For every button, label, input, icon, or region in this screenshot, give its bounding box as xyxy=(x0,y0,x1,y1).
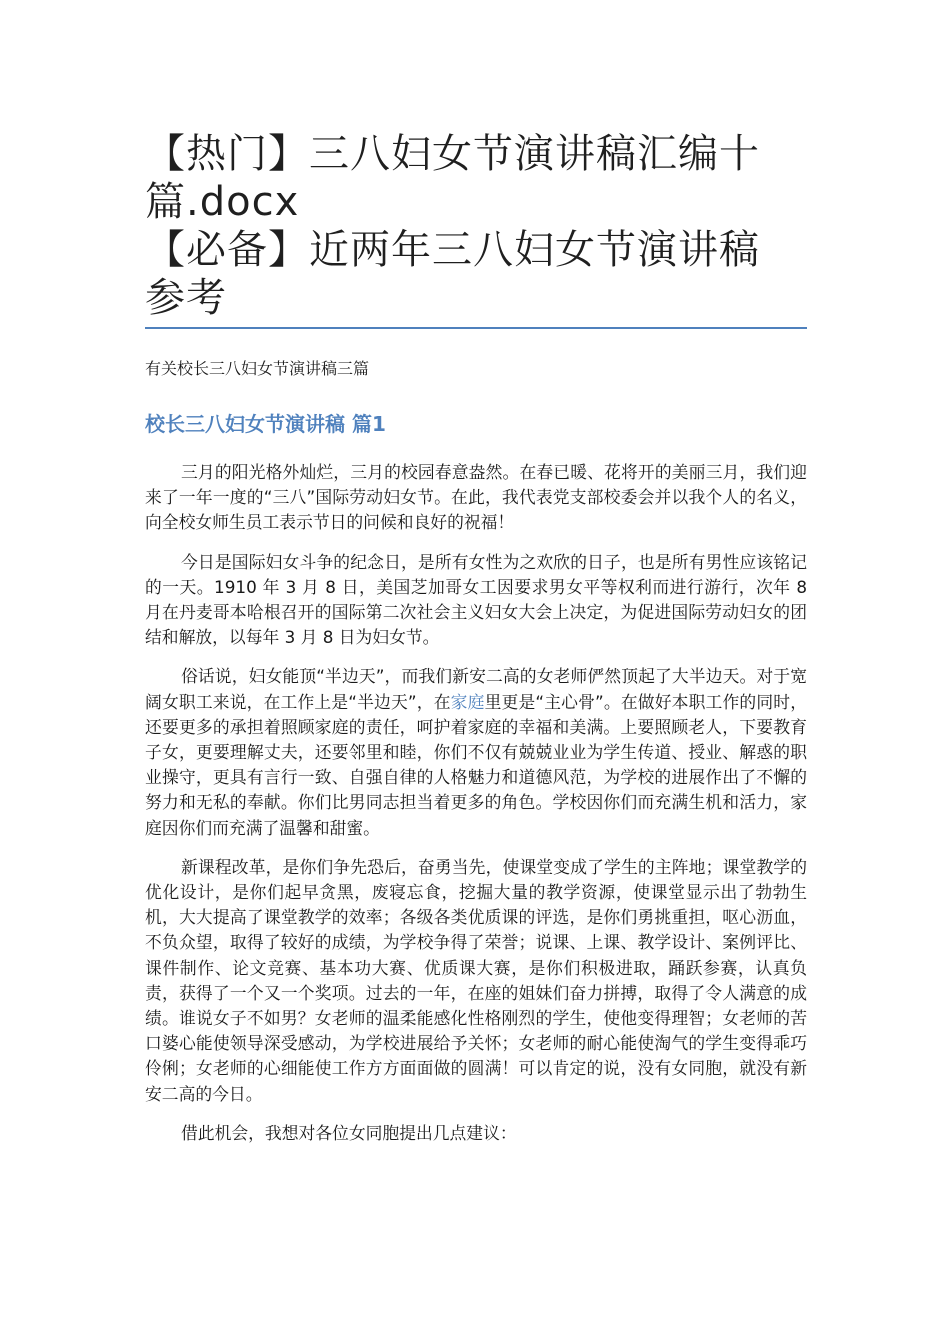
paragraph-3 xyxy=(145,664,807,840)
title-line-1: 【热门】三八妇女节演讲稿汇编十 xyxy=(145,131,760,177)
title-line-3: 【必备】近两年三八妇女节演讲稿 xyxy=(145,227,760,273)
paragraph-3-text-after: 里更是“主心骨”。在做好本职工作的同时，还要更多的承担着照顾家庭的责任，呵护着家庭的幸福和美满。上要照顾老人，下要教育子女，更要理解丈夫，还要邻里和睦，你们不仅有兢兢业业为学生传道、授业、解惑的职业操守，更具有言行一致、自强自律的人格魅力和道德风范，为学校的进展作出了不懈的努力和无私的奉献。你们比男同志担当着更多的角色。学校因你们而充满生机和活力，家庭因你们而充满了温馨和甜蜜。 xyxy=(145,691,808,838)
paragraph-3-text-before: 俗话说，妇女能顶“半边天”，而我们新安二高的女老师俨然顶起了大半边天。对于宽阔女职工来说，在工作上是“半边天”，在 xyxy=(145,666,807,712)
paragraph-1: 三月的阳光格外灿烂，三月的校园春意盎然。在春已暖、花将开的美丽三月，我们迎来了一年一度的“三八”国际劳动妇女节。在此，我代表党支部校委会并以我个人的名义，向全校女师生员工表示节日的问候和良好的祝福！ xyxy=(145,462,807,533)
document-body xyxy=(145,460,807,1160)
title-line-4: 参考 xyxy=(145,275,227,321)
title-divider xyxy=(145,327,807,329)
paragraph-2: 今日是国际妇女斗争的纪念日，是所有女性为之欢欣的日子，也是所有男性应该铭记的一天。1910 年 3 月 8 日，美国芝加哥女工因要求男女平等权利而进行游行，次年 8 月在丹麦哥本哈根召开的国际第二次社会主义妇女大会上决定，为促进国际劳动妇女的团结和解放，以每年 3 月 8 日为妇女节。 xyxy=(145,551,807,648)
title-line-2: 篇.docx xyxy=(145,179,300,225)
section-heading: 校长三八妇女节演讲稿 篇1 xyxy=(145,412,386,436)
paragraph-4: 新课程改革，是你们争先恐后，奋勇当先，使课堂变成了学生的主阵地；课堂教学的优化设计，是你们起早贪黑，废寝忘食，挖掘大量的教学资源，使课堂显示出了勃勃生机，大大提高了课堂教学的效率；各级各类优质课的评选，是你们勇挑重担，呕心沥血，不负众望，取得了较好的成绩，为学校争得了荣誉；说课、上课、教学设计、案例评比、课件制作、论文竞赛、基本功大赛、优质课大赛，是你们积极进取，踊跃参赛，认真负责，获得了一个又一个奖项。过去的一年，在座的姐妹们奋力拼搏，取得了令人满意的成绩。谁说女子不如男？女老师的温柔能感化性格刚烈的学生，使他变得理智；女老师的苦口婆心能使领导深受感动，为学校进展给予关怀；女老师的耐心能使淘气的学生变得乖巧伶俐；女老师的心细能使工作方方面面做的圆满！可以肯定的说，没有女同胞，就没有新安二高的今日。 xyxy=(145,856,807,1104)
document-subtitle: 有关校长三八妇女节演讲稿三篇 xyxy=(145,359,370,378)
paragraph-5: 借此机会，我想对各位女同胞提出几点建议： xyxy=(181,1122,517,1143)
document-title xyxy=(145,130,807,322)
family-link[interactable]: 家庭 xyxy=(450,691,485,712)
